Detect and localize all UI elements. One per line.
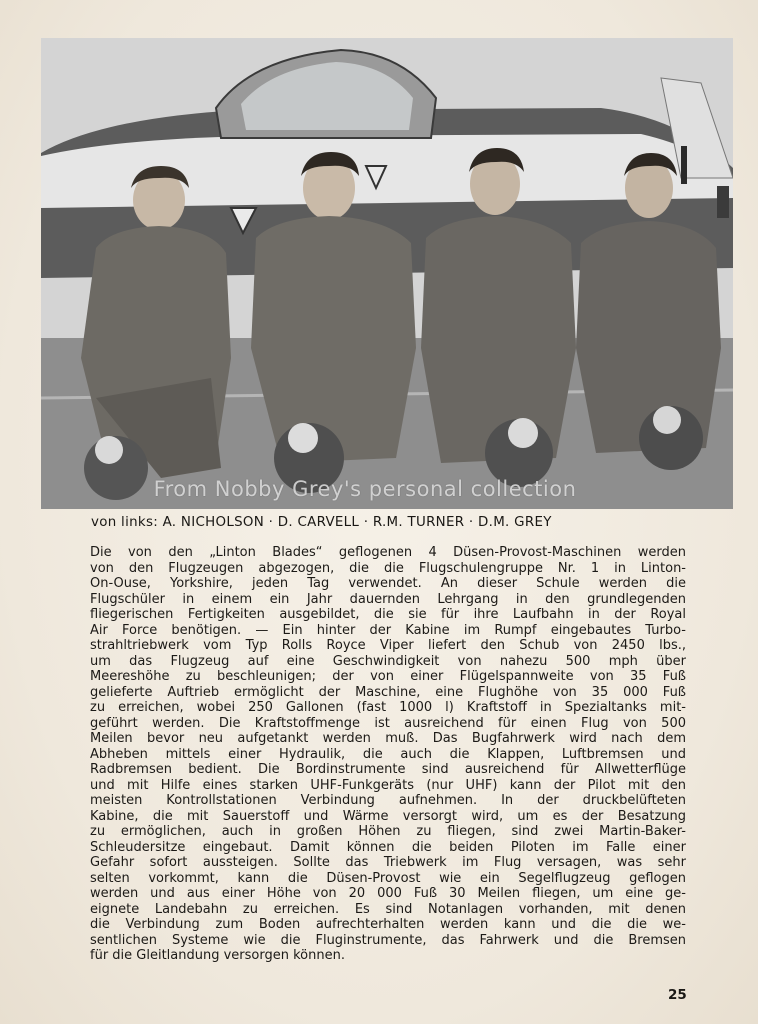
- body-line: Meereshöhe zu beschleunigen; der von einer Flügelspannweite von 35 Fuß: [90, 669, 686, 684]
- body-line: Gefahr sofort aussteigen. Sollte das Triebwerk im Flug versagen, was sehr: [90, 855, 686, 870]
- body-line: Schleudersitze eingebaut. Damit können die beiden Piloten im Falle einer: [90, 839, 686, 855]
- body-line: Meilen bevor neu aufgetankt werden muß. Das Bugfahrwerk wird nach dem: [90, 731, 686, 746]
- body-line: um das Flugzeug auf eine Geschwindigkeit von nahezu 500 mph über: [90, 653, 686, 669]
- body-line: fliegerischen Fertigkeiten ausgebildet, die sie für ihre Laufbahn in der Royal: [90, 607, 686, 622]
- body-line: meisten Kontrollstationen Verbindung aufnehmen. In der druckbelüfteten: [90, 793, 686, 808]
- pilots-photo-illustration: [41, 38, 733, 509]
- body-line: Flugschüler in einem ein Jahr dauernden Lehrgang in den grundlegenden: [90, 591, 686, 607]
- page-number: 25: [668, 987, 687, 1003]
- body-line: gelieferte Auftrieb ermöglicht der Maschine, eine Flughöhe von 35 000 Fuß: [90, 684, 686, 700]
- body-line: die Verbindung zum Boden aufrechterhalten werden kann und die die we-: [90, 917, 686, 932]
- body-line: werden und aus einer Höhe von 20 000 Fuß 30 Meilen fliegen, um eine ge-: [90, 886, 686, 901]
- body-line: sentlichen Systeme wie die Fluginstrumente, das Fahrwerk und die Bremsen: [90, 932, 686, 948]
- body-line: strahltriebwerk vom Typ Rolls Royce Viper liefert den Schub von 2450 lbs.,: [90, 638, 686, 653]
- body-line: Kabine, die mit Sauerstoff und Wärme versorgt wird, um es der Besatzung: [90, 808, 686, 824]
- body-line: zu ermöglichen, auch in großen Höhen zu fliegen, sind zwei Martin-Baker-: [90, 824, 686, 839]
- body-line: zu erreichen, wobei 250 Gallonen (fast 1000 l) Kraftstoff in Spezialtanks mit-: [90, 700, 686, 715]
- body-line: Radbremsen bedient. Die Bordinstrumente sind ausreichend für Allwetterflüge: [90, 762, 686, 777]
- article-body: [90, 545, 686, 964]
- body-line: On-Ouse, Yorkshire, jeden Tag verwendet. An dieser Schule werden die: [90, 576, 686, 591]
- body-line: und mit Hilfe eines starken UHF-Funkgeräts (nur UHF) kann der Pilot mit den: [90, 777, 686, 793]
- body-line: Die von den „Linton Blades“ geflogenen 4 Düsen-Provost-Maschinen werden: [90, 545, 686, 560]
- body-line: von den Flugzeugen abgezogen, die die Flugschulengruppe Nr. 1 in Linton-: [90, 560, 686, 576]
- body-line: für die Gleitlandung versorgen können.: [90, 948, 345, 963]
- photo-caption: von links: A. NICHOLSON · D. CARVELL · R.M. TURNER · D.M. GREY: [91, 515, 552, 530]
- body-line: selten vorkommt, kann die Düsen-Provost wie ein Segelflugzeug geflogen: [90, 870, 686, 886]
- photo-watermark: From Nobby Grey's personal collection: [153, 477, 577, 501]
- pilots-photo: [41, 38, 733, 509]
- body-line: Air Force benötigen. — Ein hinter der Kabine im Rumpf eingebautes Turbo-: [90, 622, 686, 638]
- body-line: Abheben mittels einer Hydraulik, die auch die Klappen, Luftbremsen und: [90, 746, 686, 762]
- body-line: eignete Landebahn zu erreichen. Es sind Notanlagen vorhanden, mit denen: [90, 901, 686, 917]
- body-line: geführt werden. Die Kraftstoffmenge ist ausreichend für einen Flug von 500: [90, 715, 686, 731]
